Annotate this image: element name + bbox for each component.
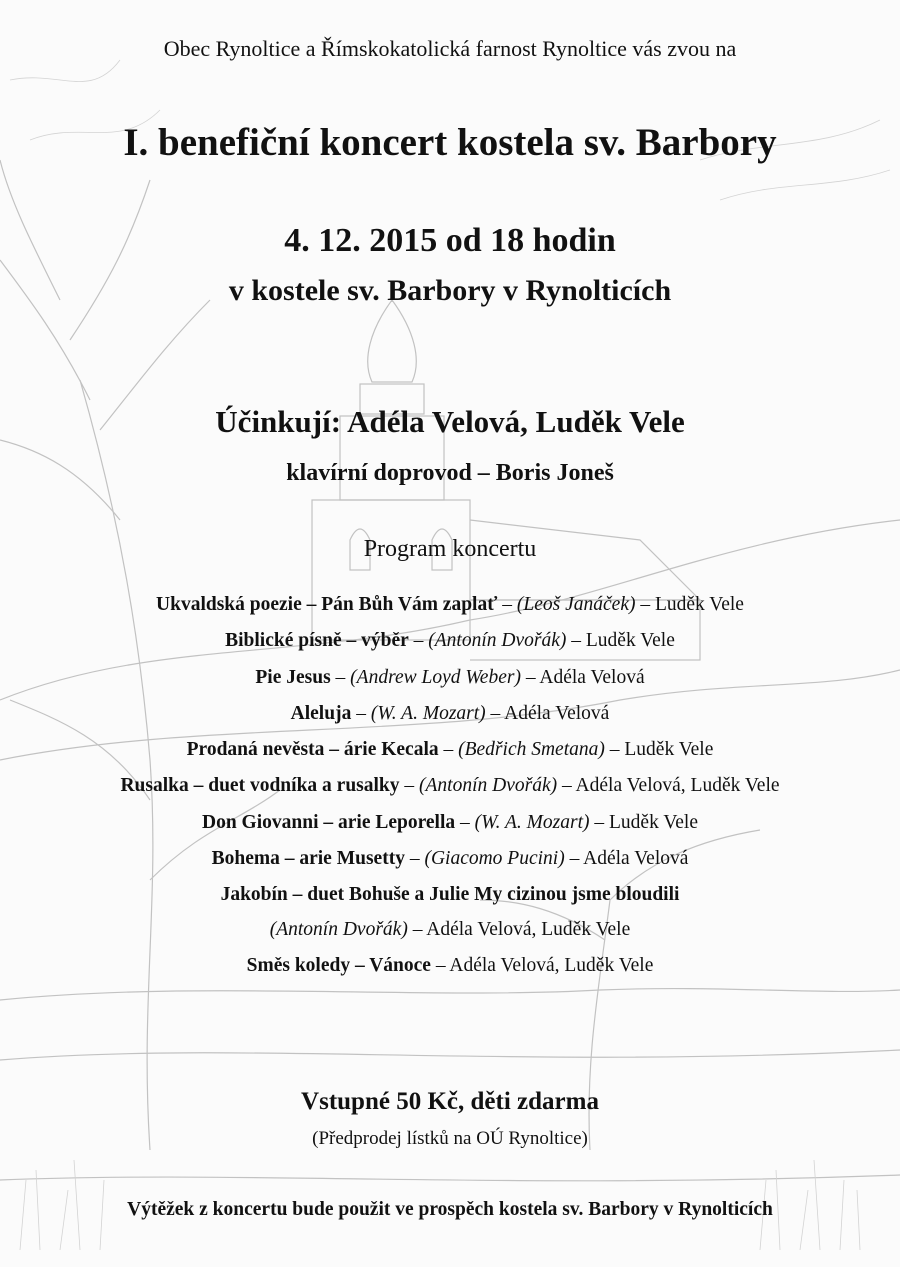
- program-performers: Luděk Vele: [609, 811, 698, 833]
- presale-note: (Předprodej lístků na OÚ Rynoltice): [312, 1128, 588, 1149]
- program-performers: Adéla Velová: [539, 666, 645, 688]
- entry-fee: Vstupné 50 Kč, děti zdarma: [301, 1088, 599, 1115]
- program-performers: Luděk Vele: [654, 594, 744, 615]
- program-work: Rusalka – duet vodníka a rusalky: [120, 775, 400, 797]
- program-composer: (Antonín Dvořák): [419, 775, 558, 797]
- program-composer: (W. A. Mozart): [474, 811, 590, 833]
- program-item: Biblické písně – výběr – (Antonín Dvořák) – Luděk Vele: [225, 630, 675, 652]
- program-work: Ukvaldská poezie – Pán Bůh Vám zaplať: [156, 594, 498, 615]
- program-composer: (Andrew Loyd Weber): [350, 666, 521, 688]
- program-item: Směs koledy – Vánoce – Adéla Velová, Luděk Vele: [246, 954, 654, 976]
- program-performers: Adéla Velová, Luděk Vele: [426, 918, 631, 940]
- concert-date-time: 4. 12. 2015 od 18 hodin: [284, 222, 616, 259]
- program-composer: (W. A. Mozart): [370, 702, 486, 724]
- program-item-continuation: (Antonín Dvořák) – Adéla Velová, Luděk Vele: [269, 918, 631, 940]
- program-item: Pie Jesus – (Andrew Loyd Weber) – Adéla Velová: [255, 666, 645, 688]
- program-work: Pie Jesus: [255, 666, 331, 688]
- program-performers: Adéla Velová, Luděk Vele: [575, 775, 780, 797]
- program-performers: Luděk Vele: [585, 630, 675, 652]
- program-work: Směs koledy – Vánoce: [246, 954, 431, 976]
- program-list: [0, 591, 900, 988]
- program-performers: Adéla Velová: [583, 848, 689, 870]
- program-item: Bohema – arie Musetty – (Giacomo Pucini) – Adéla Velová: [211, 848, 689, 870]
- concert-venue: v kostele sv. Barbory v Rynolticích: [228, 274, 672, 307]
- program-item: Ukvaldská poezie – Pán Bůh Vám zaplať – (Leoš Janáček) – Luděk Vele: [156, 594, 744, 615]
- program-composer: (Antonín Dvořák): [428, 630, 567, 652]
- accompaniment-line: klavírní doprovod – Boris Joneš: [286, 460, 614, 486]
- program-work: Bohema – arie Musetty: [211, 848, 405, 870]
- program-heading: Program koncertu: [363, 536, 537, 562]
- program-item: Aleluja – (W. A. Mozart) – Adéla Velová: [290, 702, 610, 724]
- proceeds-note: Výtěžek z koncertu bude použit ve prospěch kostela sv. Barbory v Rynolticích: [127, 1199, 773, 1220]
- program-performers: Luděk Vele: [624, 739, 714, 761]
- program-composer: (Antonín Dvořák): [269, 918, 408, 940]
- program-item: Don Giovanni – arie Leporella – (W. A. Mozart) – Luděk Vele: [202, 811, 698, 833]
- program-work: Jakobín – duet Bohuše a Julie My cizinou jsme bloudili: [220, 884, 680, 906]
- program-composer: (Giacomo Pucini): [424, 848, 565, 870]
- program-performers: Adéla Velová: [504, 702, 610, 724]
- program-work: Prodaná nevěsta – árie Kecala: [186, 739, 439, 761]
- program-work: Biblické písně – výběr: [225, 630, 409, 652]
- program-composer: (Leoš Janáček): [516, 594, 636, 615]
- invitation-line: Obec Rynoltice a Římskokatolická farnost Rynoltice vás zvou na: [163, 36, 737, 61]
- program-work: Don Giovanni – arie Leporella: [202, 811, 456, 833]
- program-composer: (Bedřich Smetana): [458, 739, 605, 761]
- program-performers: Adéla Velová, Luděk Vele: [449, 954, 654, 976]
- program-work: Aleluja: [290, 702, 352, 724]
- program-item: [0, 881, 900, 917]
- performers-line: Účinkují: Adéla Velová, Luděk Vele: [215, 404, 685, 439]
- program-item: Rusalka – duet vodníka a rusalky – (Antonín Dvořák) – Adéla Velová, Luděk Vele: [120, 775, 780, 797]
- program-item: Prodaná nevěsta – árie Kecala – (Bedřich Smetana) – Luděk Vele: [186, 739, 714, 761]
- concert-title: I. benefiční koncert kostela sv. Barbory: [123, 121, 777, 164]
